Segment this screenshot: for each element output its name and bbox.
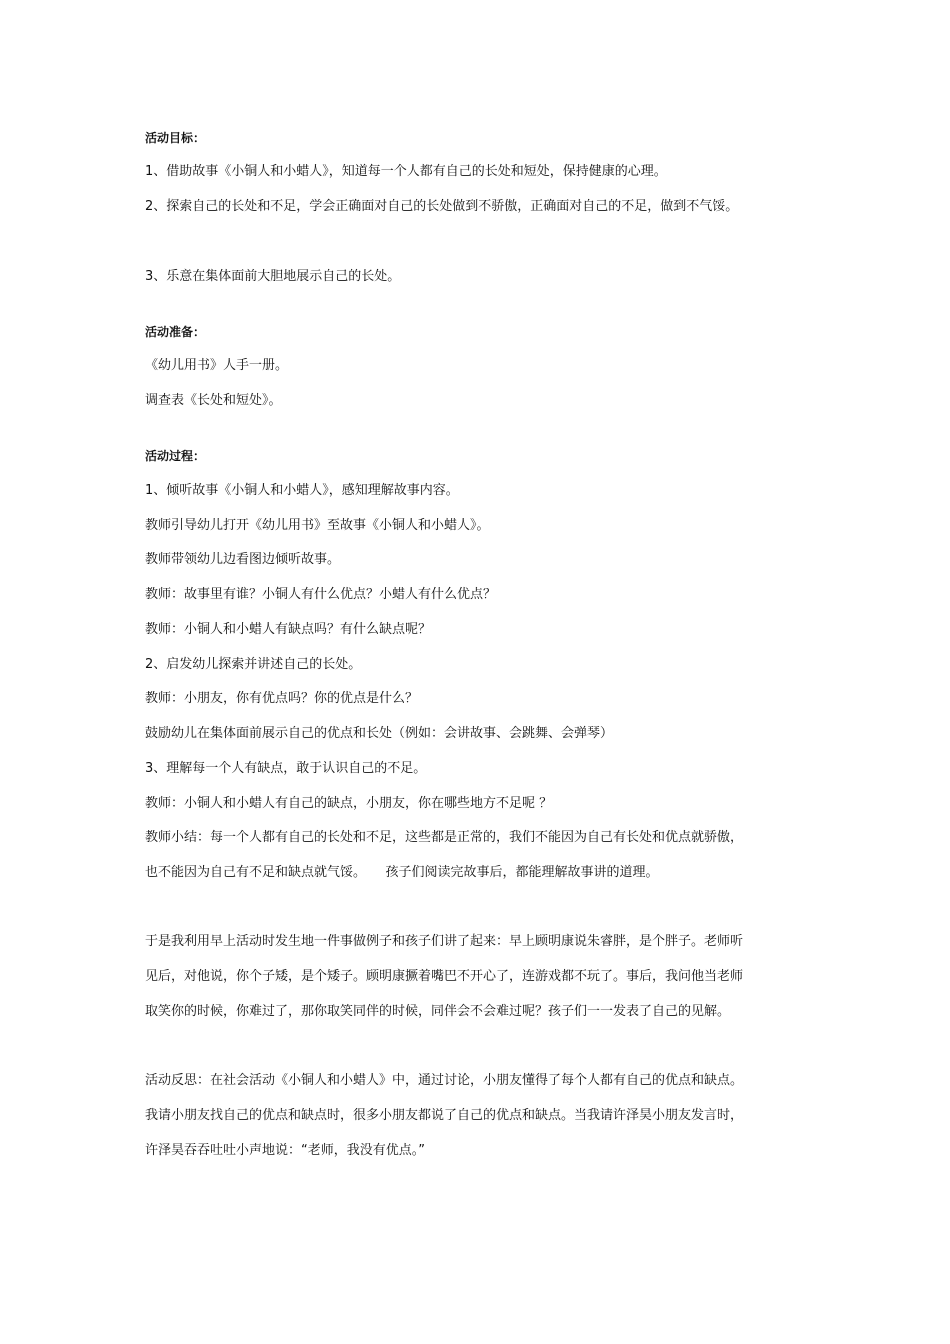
story-line: 于是我利用早上活动时发生地一件事做例子和孩子们讲了起来：早上顾明康说朱睿胖，是个胖子。老师听	[145, 934, 744, 949]
process-line: 3、理解每一个人有缺点，敢于认识自己的不足。	[145, 761, 427, 776]
process-line: 鼓励幼儿在集体面前展示自己的优点和长处（例如：会讲故事、会跳舞、会弹琴）	[145, 726, 614, 741]
process-line: 教师小结：每一个人都有自己的长处和不足，这些都是正常的，我们不能因为自己有长处和优点就骄傲，	[145, 830, 744, 845]
process-line: 教师：小铜人和小蜡人有缺点吗？有什么缺点呢？	[145, 622, 432, 637]
goal-item: 2、探索自己的长处和不足，学会正确面对自己的长处做到不骄傲，正确面对自己的不足，做到不气馁。	[145, 199, 739, 214]
reflection-line: 我请小朋友找自己的优点和缺点时，很多小朋友都说了自己的优点和缺点。当我请许泽昊小朋友发言时，	[145, 1108, 744, 1123]
reflection-line: 活动反思：在社会活动《小铜人和小蜡人》中，通过讨论，小朋友懂得了每个人都有自己的优点和缺点。	[145, 1073, 744, 1088]
preparation-item: 《幼儿用书》人手一册。	[145, 358, 289, 373]
preparation-heading: 活动准备：	[145, 325, 206, 339]
process-line: 2、启发幼儿探索并讲述自己的长处。	[145, 657, 362, 672]
process-line: 教师引导幼儿打开《幼儿用书》至故事《小铜人和小蜡人》。	[145, 518, 490, 533]
process-line: 教师：小朋友，你有优点吗？你的优点是什么？	[145, 691, 419, 706]
process-line: 教师：故事里有谁？小铜人有什么优点？小蜡人有什么优点？	[145, 587, 497, 602]
process-line: 教师带领幼儿边看图边倾听故事。	[145, 552, 341, 567]
process-heading: 活动过程：	[145, 449, 206, 463]
process-line: 也不能因为自己有不足和缺点就气馁。 孩子们阅读完故事后，都能理解故事讲的道理。	[145, 865, 659, 880]
process-line: 教师：小铜人和小蜡人有自己的缺点，小朋友，你在哪些地方不足呢 ？	[145, 796, 553, 811]
preparation-item: 调查表《长处和短处》。	[145, 393, 282, 408]
reflection-line: 许泽昊吞吞吐吐小声地说：“老师，我没有优点。”	[145, 1143, 425, 1158]
story-line: 见后，对他说，你个子矮，是个矮子。顾明康撅着嘴巴不开心了，连游戏都不玩了。事后，我问他当老师	[145, 969, 744, 984]
story-line: 取笑你的时候，你难过了，那你取笑同伴的时候，同伴会不会难过呢？孩子们一一发表了自己的见解。	[145, 1004, 731, 1019]
process-line: 1、倾听故事《小铜人和小蜡人》，感知理解故事内容。	[145, 483, 459, 498]
goals-heading: 活动目标：	[145, 131, 206, 145]
goal-item: 1、借助故事《小铜人和小蜡人》，知道每一个人都有自己的长处和短处，保持健康的心理。	[145, 164, 667, 179]
goal-item: 3、乐意在集体面前大胆地展示自己的长处。	[145, 269, 401, 284]
